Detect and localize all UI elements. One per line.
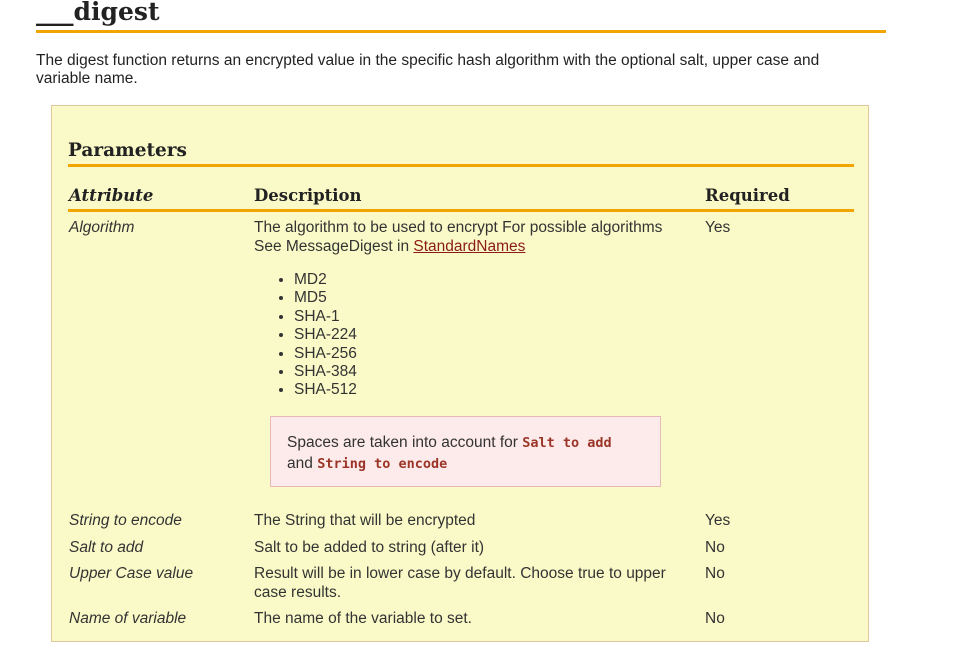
list-item: • MD2 [294, 271, 357, 289]
param-desc: Salt to be added to string (after it) [254, 539, 485, 556]
list-item: • SHA-512 [294, 381, 357, 399]
list-item: • SHA-224 [294, 326, 357, 344]
param-required: Yes [705, 512, 731, 529]
intro-text: The digest function returns an encrypted value in the specific hash algorithm with the optional salt, upper case and variable name. [36, 52, 820, 87]
algorithm-desc-text: The algorithm to be used to encrypt For possible algorithms See MessageDigest in [254, 219, 663, 255]
table-header [68, 186, 854, 212]
note-text: Spaces are taken into account for [287, 434, 523, 451]
list-item: • SHA-1 [294, 308, 357, 326]
param-desc-algorithm [254, 218, 684, 256]
column-required: Required [705, 186, 790, 205]
param-required-algorithm: Yes [705, 219, 731, 236]
param-name: String to encode [69, 512, 182, 529]
note-code-salt: Salt to add [522, 435, 612, 451]
note-code-string: String to encode [317, 455, 448, 472]
param-required: No [705, 539, 725, 556]
parameters-panel [51, 105, 869, 642]
list-item: • SHA-256 [294, 345, 357, 363]
param-desc: The String that will be encrypted [254, 512, 476, 529]
param-required: No [705, 565, 725, 582]
algorithm-list [274, 271, 357, 400]
note-and: and [287, 454, 313, 472]
parameters-heading: Parameters [68, 140, 854, 167]
list-item: • SHA-384 [294, 363, 357, 381]
spaces-note [270, 416, 661, 487]
column-description: Description [254, 186, 362, 205]
param-name: Upper Case value [69, 565, 194, 582]
param-desc: Result will be in lower case by default. Choose true to upper case results. [254, 565, 666, 601]
param-desc: The name of the variable to set. [254, 610, 472, 627]
list-item: • MD5 [294, 289, 357, 307]
param-name: Name of variable [69, 610, 187, 627]
param-required: No [705, 610, 725, 627]
standardnames-link[interactable]: StandardNames [413, 238, 526, 255]
param-name-algorithm: Algorithm [69, 219, 135, 236]
column-attribute: Attribute [69, 186, 154, 205]
page-title: ___digest [36, 0, 886, 33]
param-name: Salt to add [69, 539, 144, 556]
